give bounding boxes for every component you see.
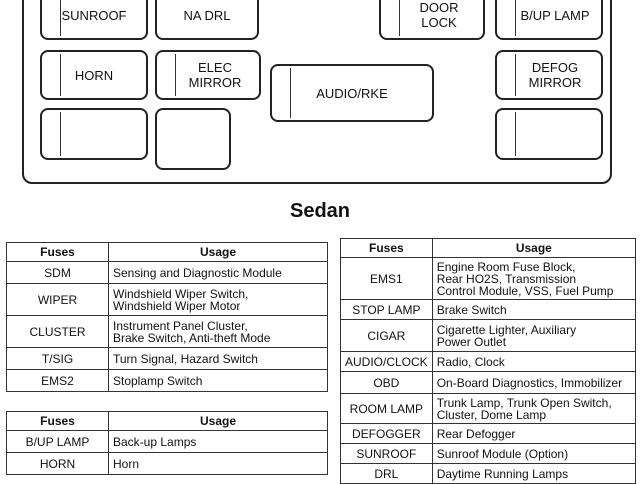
fuse-usage-table-left-bottom xyxy=(6,411,328,475)
fuse-cell: OBD xyxy=(341,372,433,394)
column-header-fuses: Fuses xyxy=(7,243,109,262)
usage-cell: Horn xyxy=(109,453,328,475)
fuse-label: NA DRL xyxy=(183,7,231,23)
fuse-label: DEFOG MIRROR xyxy=(528,60,582,90)
fuse-cell: EMS2 xyxy=(7,370,109,392)
table-row xyxy=(7,284,328,316)
fuse-door-lock xyxy=(379,0,485,40)
table-row xyxy=(7,453,328,475)
fuse-cell: STOP LAMP xyxy=(341,300,433,320)
table-row xyxy=(341,444,636,464)
table-row xyxy=(7,370,328,392)
fuse-cell: AUDIO/CLOCK xyxy=(341,352,433,372)
usage-cell: Sensing and Diagnostic Module xyxy=(109,262,328,284)
fuse-cell: T/SIG xyxy=(7,348,109,370)
table-row xyxy=(7,348,328,370)
usage-cell: Back-up Lamps xyxy=(109,431,328,453)
column-header-usage: Usage xyxy=(109,412,328,431)
table-header-row xyxy=(341,239,636,258)
fuse-elec-mirror xyxy=(155,50,261,100)
table-row xyxy=(341,352,636,372)
page-title: Sedan xyxy=(289,200,351,222)
usage-cell: Sunroof Module (Option) xyxy=(432,444,635,464)
fuse-cell: WIPER xyxy=(7,284,109,316)
usage-cell: Radio, Clock xyxy=(432,352,635,372)
usage-cell: Brake Switch xyxy=(432,300,635,320)
fuse-cell: EMS1 xyxy=(341,258,433,300)
fuse-cell: HORN xyxy=(7,453,109,475)
fuse-cell: DEFOGGER xyxy=(341,424,433,444)
fuse-horn xyxy=(40,50,148,100)
table-row xyxy=(7,262,328,284)
fuse-empty xyxy=(495,108,603,160)
fuse-cell: ROOM LAMP xyxy=(341,394,433,424)
usage-cell: Turn Signal, Hazard Switch xyxy=(109,348,328,370)
usage-cell: Engine Room Fuse Block, Rear HO2S, Transmission Control Module, VSS, Fuel Pump xyxy=(432,258,635,300)
usage-cell: Trunk Lamp, Trunk Open Switch, Cluster, Dome Lamp xyxy=(432,394,635,424)
fuse-usage-table-left-top xyxy=(6,242,328,392)
fuse-tab xyxy=(60,112,61,156)
table-row xyxy=(341,372,636,394)
column-header-usage: Usage xyxy=(109,243,328,262)
column-header-fuses: Fuses xyxy=(341,239,433,258)
fuse-cell: DRL xyxy=(341,464,433,484)
fuse-usage-table-right xyxy=(340,238,636,484)
table-row xyxy=(341,394,636,424)
usage-cell: On-Board Diagnostics, Immobilizer xyxy=(432,372,635,394)
fuse-audio-rke xyxy=(270,64,434,122)
fuse-empty xyxy=(40,108,148,160)
usage-cell: Cigarette Lighter, Auxiliary Power Outlet xyxy=(432,320,635,352)
fuse-defog-mirror xyxy=(495,50,603,100)
fuse-sunroof xyxy=(40,0,148,40)
table-header-row xyxy=(7,412,328,431)
table-row xyxy=(341,300,636,320)
fuse-tab xyxy=(399,0,400,36)
usage-cell: Stoplamp Switch xyxy=(109,370,328,392)
usage-cell: Instrument Panel Cluster, Brake Switch, Anti-theft Mode xyxy=(109,316,328,348)
column-header-fuses: Fuses xyxy=(7,412,109,431)
fuse-label: B/UP LAMP xyxy=(520,7,590,23)
table-row xyxy=(7,316,328,348)
fuse-cell: SDM xyxy=(7,262,109,284)
table-header-row xyxy=(7,243,328,262)
fuse-bup-lamp xyxy=(495,0,603,40)
table-row xyxy=(341,424,636,444)
table-row xyxy=(7,431,328,453)
fuse-tab xyxy=(515,112,516,156)
fuse-na-drl xyxy=(155,0,259,40)
fuse-tab xyxy=(60,54,61,96)
usage-cell: Rear Defogger xyxy=(432,424,635,444)
column-header-usage: Usage xyxy=(432,239,635,258)
usage-cell: Windshield Wiper Switch, Windshield Wiper Motor xyxy=(109,284,328,316)
table-row xyxy=(341,258,636,300)
fuse-label: AUDIO/RKE xyxy=(316,85,388,101)
fuse-label: SUNROOF xyxy=(61,7,127,23)
fuse-empty xyxy=(155,108,231,170)
fuse-cell: CLUSTER xyxy=(7,316,109,348)
usage-cell: Daytime Running Lamps xyxy=(432,464,635,484)
table-row xyxy=(341,464,636,484)
fuse-tab xyxy=(290,68,291,118)
fuse-cell: CIGAR xyxy=(341,320,433,352)
fuse-cell: SUNROOF xyxy=(341,444,433,464)
fuse-label: DOOR LOCK xyxy=(419,0,459,30)
fuse-label: HORN xyxy=(74,67,114,83)
fuse-cell: B/UP LAMP xyxy=(7,431,109,453)
fuse-label: ELEC MIRROR xyxy=(188,60,242,90)
table-row xyxy=(341,320,636,352)
